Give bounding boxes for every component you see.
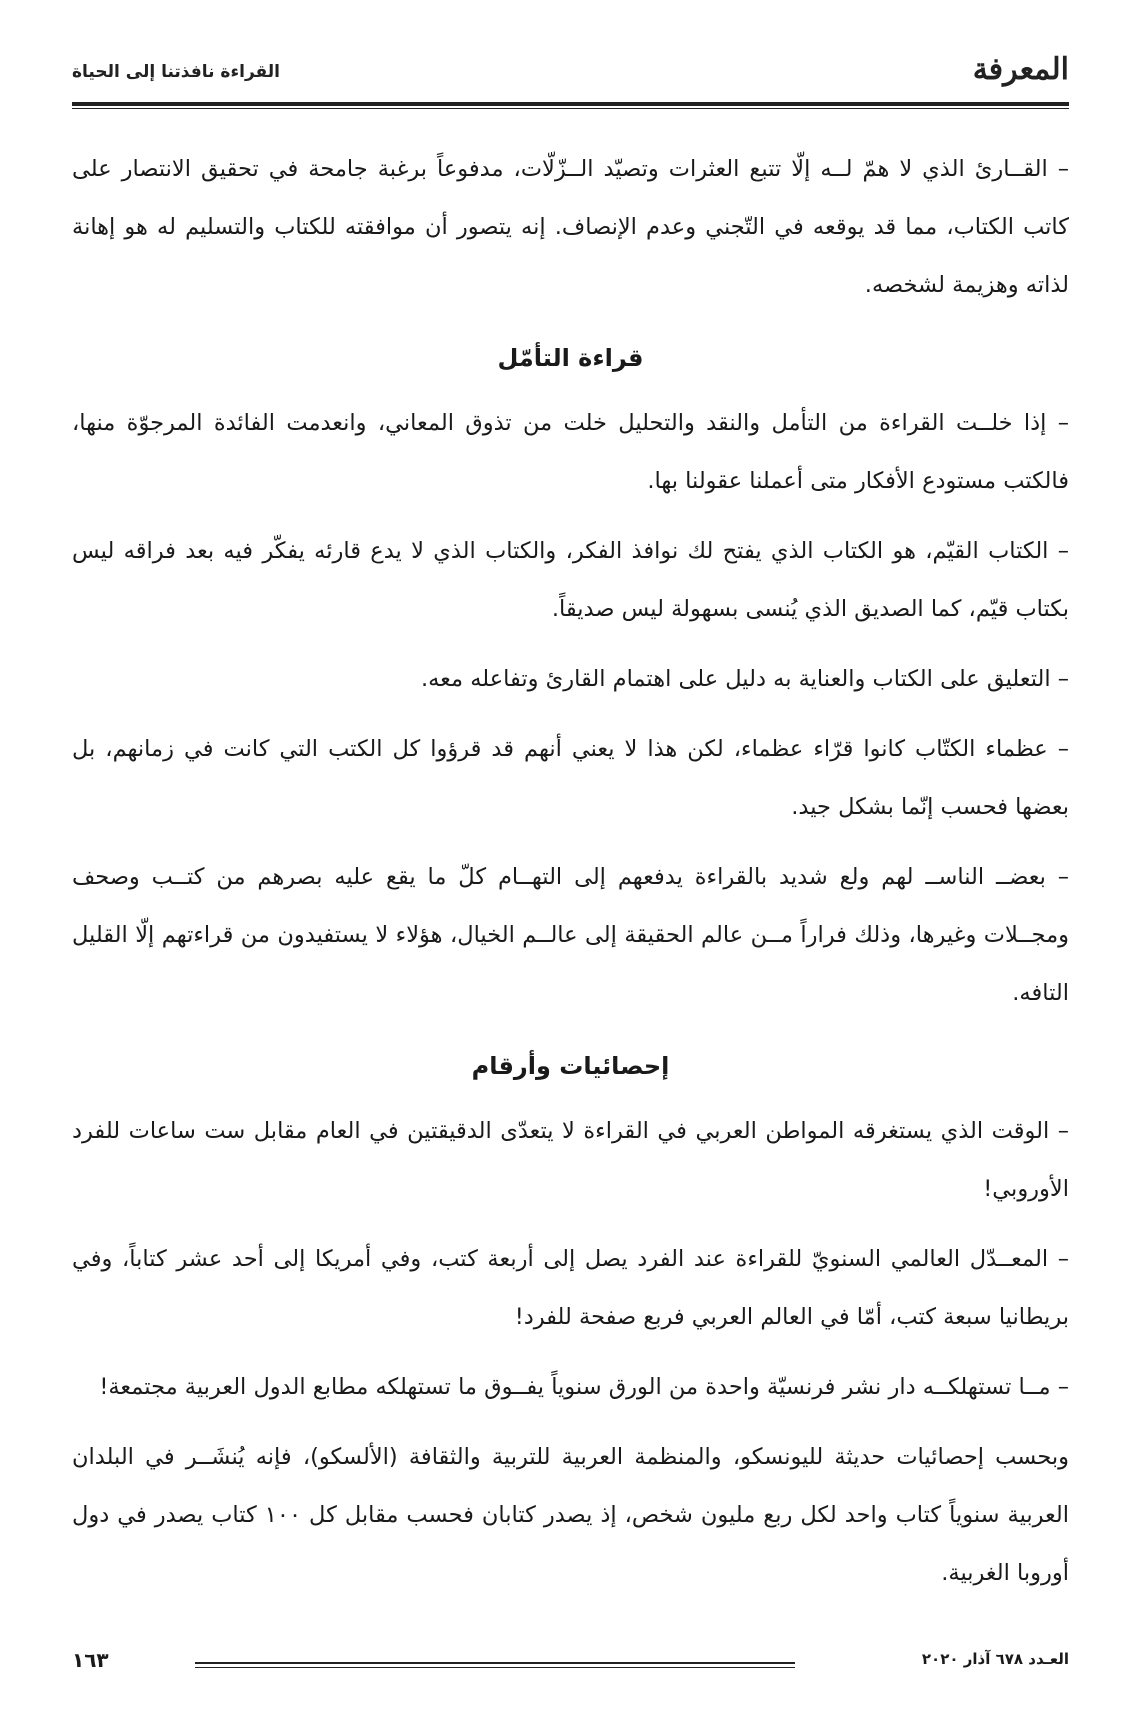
paragraph: – الوقت الذي يستغرقه المواطن العربي في القراءة لا يتعدّى الدقيقتين في العام مقابل ست ساعات للفرد الأوروبي!: [72, 1118, 1069, 1202]
paragraph: – الكتاب القيّم، هو الكتاب الذي يفتح لك نوافذ الفكر، والكتاب الذي لا يدع قارئه يفكّر فيه بعد فراقه ليس بكتاب قيّم، كما الصديق الذي يُنسى بسهولة ليس صديقاً.: [72, 538, 1069, 622]
paragraph: – القــارئ الذي لا همّ لــه إلّا تتبع العثرات وتصيّد الــزّلّات، مدفوعاً برغبة جامحة في تحقيق الانتصار على كاتب الكتاب، مما قد يوقعه في التّجني وعدم الإنصاف. إنه يتصور أن موافقته للكتاب والتسليم له هو إهانة لذاته وهزيمة لشخصه.: [72, 156, 1069, 298]
header-rule-thin: [72, 108, 1069, 109]
magazine-logo: المعرفة: [972, 52, 1069, 87]
footer-rule: [195, 1662, 795, 1668]
paragraph: – التعليق على الكتاب والعناية به دليل على اهتمام القارئ وتفاعله معه.: [420, 666, 1069, 692]
issue-label: العـدد ٦٧٨ آذار ٢٠٢٠: [921, 1650, 1069, 1668]
footer-rule-thin: [195, 1667, 795, 1668]
footer-rule-thick: [195, 1662, 795, 1664]
paragraph: – إذا خلــت القراءة من التأمل والنقد والتحليل خلت من تذوق المعاني، وانعدمت الفائدة المرجوّة منها، فالكتب مستودع الأفكار متى أعملنا عقولنا بها.: [72, 410, 1069, 494]
paragraph: وبحسب إحصائيات حديثة لليونسكو، والمنظمة العربية للتربية والثقافة (الألسكو)، فإنه يُنشَــر في البلدان العربية سنوياً كتاب واحد لكل ربع مليون شخص، إذ يصدر كتابان فحسب مقابل كل ١٠٠ كتاب يصدر في دول أوروبا الغربية.: [72, 1444, 1070, 1586]
paragraph: – عظماء الكتّاب كانوا قرّاء عظماء، لكن هذا لا يعني أنهم قد قرؤوا كل الكتب التي كانت في زمانهم، بل بعضها فحسب إنّما بشكل جيد.: [72, 736, 1069, 820]
paragraph: – المعــدّل العالمي السنويّ للقراءة عند الفرد يصل إلى أربعة كتب، وفي أمريكا إلى أحد عشر كتاباً، وفي بريطانيا سبعة كتب، أمّا في العالم العربي فربع صفحة للفرد!: [72, 1246, 1069, 1330]
article-body: [72, 140, 1069, 1614]
section-heading-contemplation: قراءة التأمّل: [497, 344, 644, 372]
page-number: ١٦٣: [72, 1648, 109, 1672]
section-heading-statistics: إحصائيات وأرقام: [471, 1052, 670, 1080]
paragraph: – مــا تستهلكــه دار نشر فرنسيّة واحدة من الورق سنوياً يفــوق ما تستهلكه مطابع الدول العربية مجتمعة!: [99, 1374, 1069, 1400]
paragraph: – بعضــ الناســ لهم ولع شديد بالقراءة يدفعهم إلى التهــام كلّ ما يقع عليه بصرهم من كتــب وصحف ومجــلات وغيرها، وذلك فراراً مــن عالم الحقيقة إلى عالــم الخيال، هؤلاء لا يستفيدون من قراءتهم إلّا القليل التافه.: [72, 864, 1069, 1006]
running-title: القراءة نافذتنا إلى الحياة: [72, 62, 280, 82]
page-header: [72, 52, 1069, 100]
header-rule-thick: [72, 102, 1069, 106]
